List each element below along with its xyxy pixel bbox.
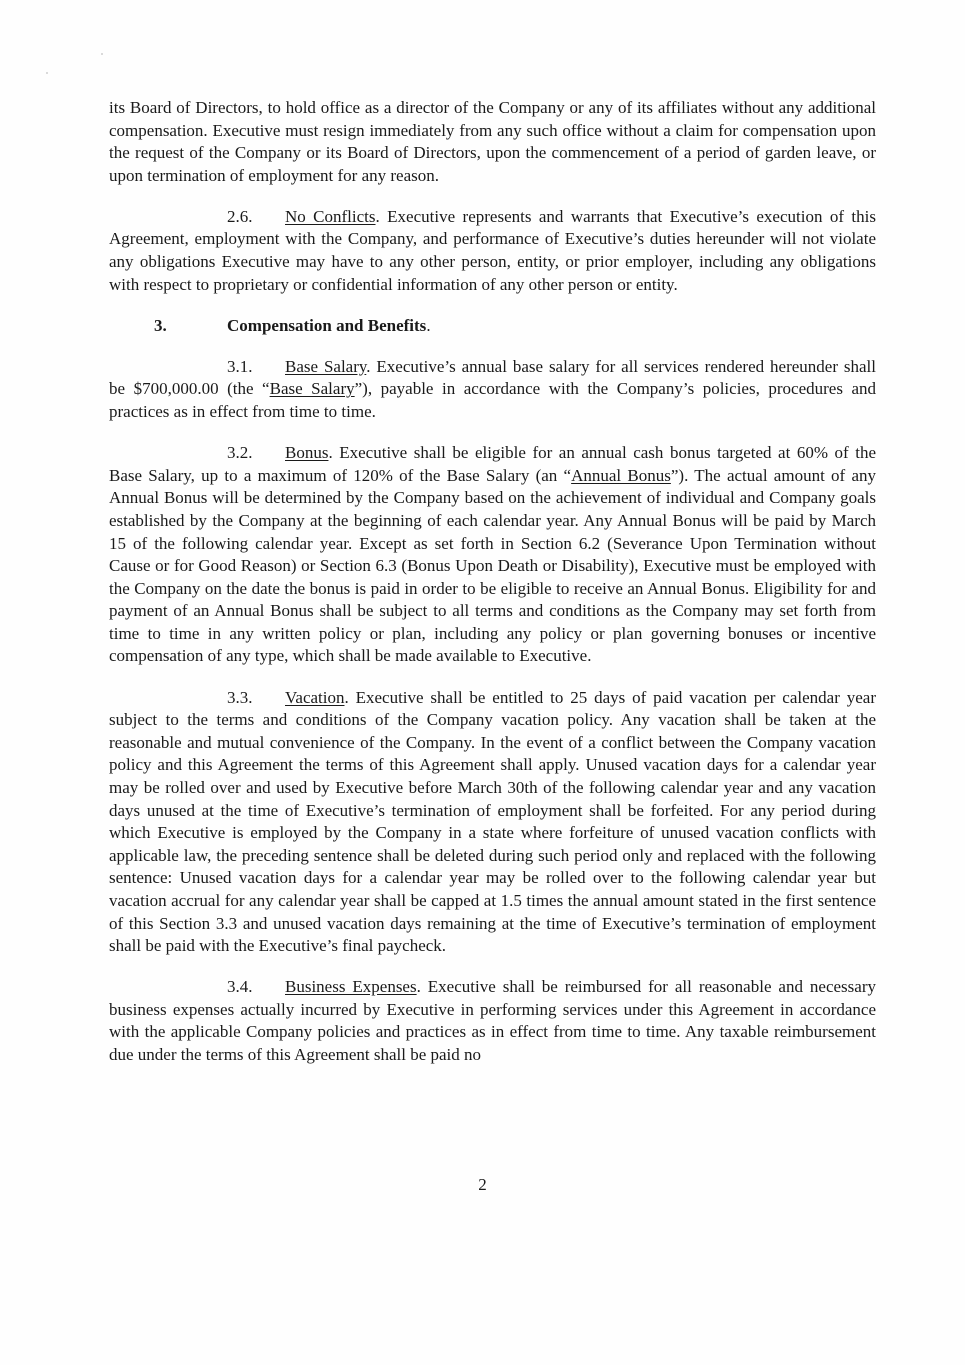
section-text: . Executive’s annual base salary for all services rendered hereunder shall be $700,000.00 (the “	[109, 356, 877, 399]
section-title: Business Expenses	[285, 977, 417, 997]
document-body	[109, 97, 876, 1085]
heading-number: 3.	[154, 315, 167, 335]
section-3-heading	[109, 315, 876, 338]
section-number: 3.4.	[227, 977, 253, 997]
heading-title: Compensation and Benefits	[227, 315, 427, 335]
section-title: Vacation	[285, 687, 345, 707]
section-3-2-paragraph	[109, 442, 876, 668]
section-2-6-paragraph	[109, 206, 876, 296]
section-text: . Executive shall be reimbursed for all reasonable and necessary business expenses actually incurred by Executive in performing services under this Agreement in accordance with the applicable Company policies and practices as in effect from time to time. Any taxable reimbursement due under the terms of this Agreement shall be paid no	[109, 977, 876, 1064]
section-text-cont: ”), payable in accordance with the Company’s policies, procedures and practices as in effect from time to time.	[109, 379, 877, 422]
section-text: . Executive shall be entitled to 25 days of paid vacation per calendar year subject to the terms and conditions of the Company vacation policy. Any vacation shall be taken at the reasonable and mutual convenience of the Company. In the event of a conflict between the Company vacation policy and this Agreement the terms of this Agreement shall apply. Unused vacation days for a calendar year may be rolled over and used by Executive before March 30th of the following calendar year and any vacation days unused at the time of Executive’s termination of employment shall be forfeited. For any period during which Executive is employed by the Company in a state where forfeiture of unused vacation conflicts with applicable law, the preceding sentence shall be deleted during such period only and replaced with the following sentence: Unused vacation days for a calendar year may be rolled over to the following calendar year but vacation accrual for any calendar year shall be capped at 1.5 times the annual amount stated in the first sentence of this Section 3.3 and unused vacation days remaining at the time of Executive’s termination of employment shall be paid with the Executive’s final paycheck.	[109, 687, 876, 956]
section-title: No Conflicts	[285, 206, 376, 226]
section-text-cont: ”). The actual amount of any Annual Bonus will be determined by the Company based on the achievement of individual and Company goals established by the Company at the beginning of each calendar year. Any Annual Bonus will be paid by March 15 of the following calendar year. Except as set forth in Section 6.2 (Severance Upon Termination without Cause or for Good Reason) or Section 6.3 (Bonus Upon Death or Disability), Executive must be employed with the Company on the date the bonus is paid in order to be eligible to receive an Annual Bonus. Eligibility for and payment of an Annual Bonus shall be subject to all terms and conditions as the Company may set forth from time to time in any written policy or plan, including any policy or plan governing bonuses or incentive compensation of any type, which shall be made available to Executive.	[109, 465, 877, 666]
heading-period: .	[426, 315, 431, 335]
section-number: 3.1.	[227, 356, 253, 376]
defined-term: Base Salary	[269, 379, 355, 399]
section-number: 3.3.	[227, 687, 253, 707]
section-number: 2.6.	[227, 206, 253, 226]
page-number: 2	[478, 1175, 487, 1194]
section-title: Base Salary	[285, 356, 367, 376]
section-title: Bonus	[285, 443, 329, 463]
intro-paragraph: its Board of Directors, to hold office as a director of the Company or any of its affiliates without any additional compensation. Executive must resign immediately from any such office without a claim for compensation upon the request of the Company or its Board of Directors, upon the commencement of a period of garden leave, or upon termination of employment for any reason.	[109, 98, 876, 185]
section-text: . Executive represents and warrants that Executive’s execution of this Agreement, employment with the Company, and performance of Executive’s duties hereunder will not violate any obligations Executive may have to any other person, entity, or prior employer, including any obligations with respect to proprietary or confidential information of any other person or entity.	[109, 206, 876, 294]
section-3-4-paragraph	[109, 976, 876, 1066]
section-3-1-paragraph	[109, 356, 876, 424]
scan-speck	[101, 53, 103, 55]
scan-speck	[46, 72, 48, 74]
section-text: . Executive shall be eligible for an annual cash bonus targeted at 60% of the Base Salary, up to a maximum of 120% of the Base Salary (an “	[109, 443, 876, 485]
defined-term: Annual Bonus	[571, 465, 671, 485]
section-3-3-paragraph	[109, 687, 876, 958]
section-number: 3.2.	[227, 443, 253, 463]
